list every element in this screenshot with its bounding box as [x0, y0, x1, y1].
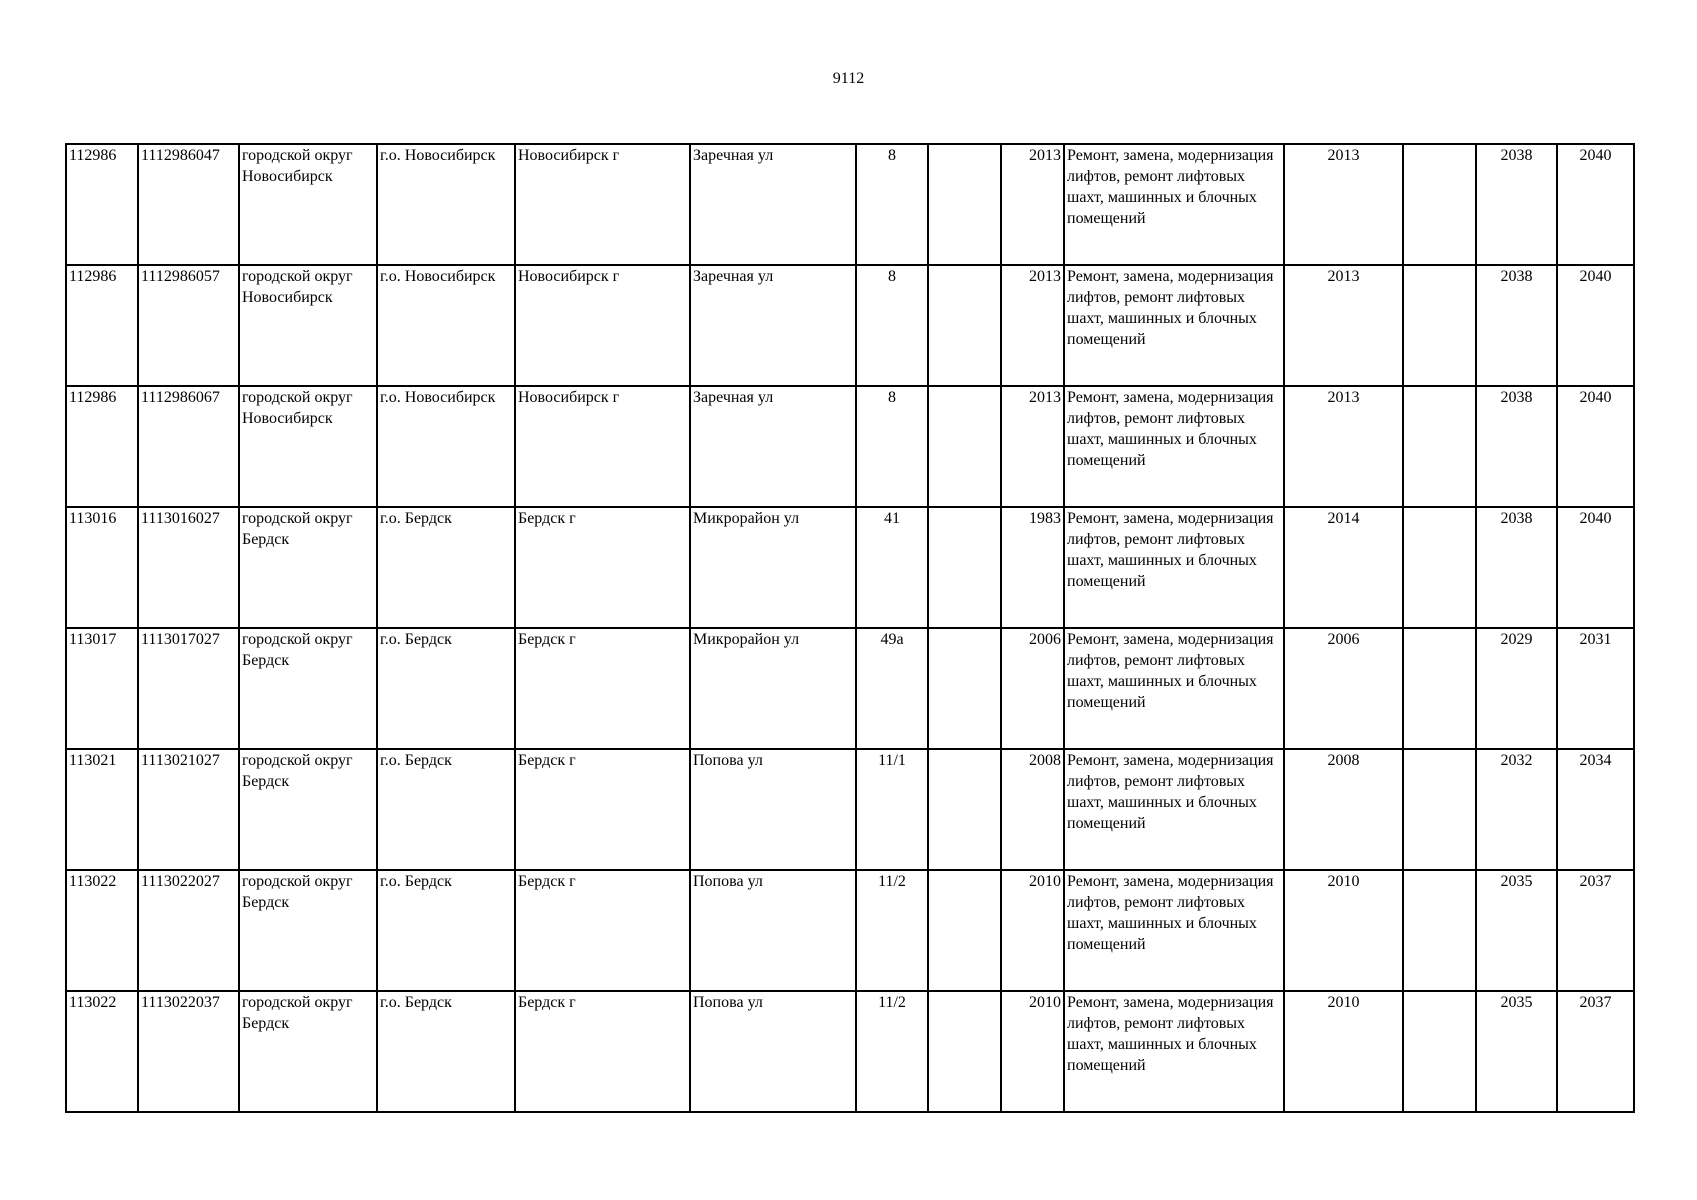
table-row	[66, 749, 1634, 870]
cell-work-type: Ремонт, замена, модернизация лифтов, ремонт лифтовых шахт, машинных и блочных помещений	[1064, 144, 1284, 265]
cell-empty-2	[1403, 749, 1476, 870]
cell-municipality: городской округ Бердск	[239, 991, 377, 1112]
cell-house: 41	[856, 507, 928, 628]
cell-house: 11/2	[856, 991, 928, 1112]
cell-district: г.о. Бердск	[377, 991, 515, 1112]
cell-year-to: 2034	[1557, 749, 1634, 870]
cell-year-from: 2035	[1476, 991, 1557, 1112]
cell-year-to: 2037	[1557, 870, 1634, 991]
cell-settlement: Бердск г	[515, 628, 690, 749]
cell-work-type: Ремонт, замена, модернизация лифтов, ремонт лифтовых шахт, машинных и блочных помещений	[1064, 749, 1284, 870]
cell-settlement: Новосибирск г	[515, 144, 690, 265]
cell-year-last: 2013	[1284, 144, 1403, 265]
cell-work-type: Ремонт, замена, модернизация лифтов, ремонт лифтовых шахт, машинных и блочных помещений	[1064, 507, 1284, 628]
cell-settlement: Новосибирск г	[515, 386, 690, 507]
cell-year-built: 2013	[1001, 386, 1064, 507]
cell-settlement: Новосибирск г	[515, 265, 690, 386]
cell-house: 11/2	[856, 870, 928, 991]
cell-municipality: городской округ Новосибирск	[239, 386, 377, 507]
cell-code: 1112986057	[138, 265, 239, 386]
cell-id: 113016	[66, 507, 138, 628]
cell-year-to: 2040	[1557, 386, 1634, 507]
cell-municipality: городской округ Новосибирск	[239, 144, 377, 265]
page-number: 9112	[832, 70, 865, 87]
cell-district: г.о. Бердск	[377, 628, 515, 749]
cell-year-to: 2040	[1557, 507, 1634, 628]
cell-id: 113022	[66, 991, 138, 1112]
cell-year-built: 2010	[1001, 991, 1064, 1112]
cell-code: 1113022037	[138, 991, 239, 1112]
cell-work-type: Ремонт, замена, модернизация лифтов, ремонт лифтовых шахт, машинных и блочных помещений	[1064, 265, 1284, 386]
cell-year-last: 2010	[1284, 991, 1403, 1112]
cell-empty-1	[928, 144, 1001, 265]
cell-year-built: 2006	[1001, 628, 1064, 749]
cell-year-from: 2032	[1476, 749, 1557, 870]
cell-municipality: городской округ Бердск	[239, 628, 377, 749]
cell-id: 113022	[66, 870, 138, 991]
cell-work-type: Ремонт, замена, модернизация лифтов, ремонт лифтовых шахт, машинных и блочных помещений	[1064, 870, 1284, 991]
cell-municipality: городской округ Новосибирск	[239, 265, 377, 386]
cell-street: Заречная ул	[690, 144, 856, 265]
table-body	[66, 144, 1634, 1112]
cell-year-built: 2010	[1001, 870, 1064, 991]
cell-year-built: 1983	[1001, 507, 1064, 628]
cell-empty-1	[928, 628, 1001, 749]
cell-year-to: 2031	[1557, 628, 1634, 749]
cell-house: 8	[856, 265, 928, 386]
register-table	[65, 143, 1635, 1113]
cell-empty-2	[1403, 386, 1476, 507]
cell-year-from: 2038	[1476, 144, 1557, 265]
cell-year-last: 2013	[1284, 386, 1403, 507]
cell-municipality: городской округ Бердск	[239, 749, 377, 870]
cell-id: 113017	[66, 628, 138, 749]
cell-settlement: Бердск г	[515, 507, 690, 628]
cell-district: г.о. Новосибирск	[377, 386, 515, 507]
cell-code: 1113022027	[138, 870, 239, 991]
cell-year-last: 2014	[1284, 507, 1403, 628]
cell-house: 8	[856, 386, 928, 507]
cell-year-last: 2006	[1284, 628, 1403, 749]
cell-house: 49а	[856, 628, 928, 749]
cell-work-type: Ремонт, замена, модернизация лифтов, ремонт лифтовых шахт, машинных и блочных помещений	[1064, 386, 1284, 507]
cell-year-last: 2013	[1284, 265, 1403, 386]
cell-year-to: 2040	[1557, 265, 1634, 386]
table-row	[66, 265, 1634, 386]
cell-municipality: городской округ Бердск	[239, 507, 377, 628]
cell-empty-1	[928, 991, 1001, 1112]
table-row	[66, 991, 1634, 1112]
cell-work-type: Ремонт, замена, модернизация лифтов, ремонт лифтовых шахт, машинных и блочных помещений	[1064, 991, 1284, 1112]
cell-district: г.о. Бердск	[377, 870, 515, 991]
cell-street: Заречная ул	[690, 265, 856, 386]
cell-district: г.о. Бердск	[377, 507, 515, 628]
cell-street: Попова ул	[690, 749, 856, 870]
cell-street: Попова ул	[690, 991, 856, 1112]
cell-empty-2	[1403, 870, 1476, 991]
cell-district: г.о. Бердск	[377, 749, 515, 870]
cell-municipality: городской округ Бердск	[239, 870, 377, 991]
cell-id: 113021	[66, 749, 138, 870]
cell-id: 112986	[66, 265, 138, 386]
cell-empty-1	[928, 507, 1001, 628]
cell-year-from: 2038	[1476, 265, 1557, 386]
cell-year-built: 2013	[1001, 265, 1064, 386]
cell-year-built: 2013	[1001, 144, 1064, 265]
cell-empty-1	[928, 870, 1001, 991]
table-row	[66, 386, 1634, 507]
cell-code: 1113016027	[138, 507, 239, 628]
cell-empty-2	[1403, 991, 1476, 1112]
cell-street: Попова ул	[690, 870, 856, 991]
cell-street: Микрорайон ул	[690, 507, 856, 628]
table-row	[66, 144, 1634, 265]
cell-house: 11/1	[856, 749, 928, 870]
cell-year-last: 2010	[1284, 870, 1403, 991]
cell-year-last: 2008	[1284, 749, 1403, 870]
cell-house: 8	[856, 144, 928, 265]
cell-year-from: 2029	[1476, 628, 1557, 749]
cell-id: 112986	[66, 386, 138, 507]
cell-year-from: 2038	[1476, 386, 1557, 507]
cell-street: Заречная ул	[690, 386, 856, 507]
cell-work-type: Ремонт, замена, модернизация лифтов, ремонт лифтовых шахт, машинных и блочных помещений	[1064, 628, 1284, 749]
cell-year-from: 2035	[1476, 870, 1557, 991]
cell-code: 1113017027	[138, 628, 239, 749]
cell-year-from: 2038	[1476, 507, 1557, 628]
cell-empty-2	[1403, 628, 1476, 749]
cell-district: г.о. Новосибирск	[377, 144, 515, 265]
cell-empty-2	[1403, 265, 1476, 386]
table-row	[66, 507, 1634, 628]
cell-year-built: 2008	[1001, 749, 1064, 870]
cell-code: 1112986047	[138, 144, 239, 265]
cell-code: 1112986067	[138, 386, 239, 507]
table-row	[66, 628, 1634, 749]
cell-empty-1	[928, 386, 1001, 507]
cell-street: Микрорайон ул	[690, 628, 856, 749]
cell-settlement: Бердск г	[515, 749, 690, 870]
cell-year-to: 2040	[1557, 144, 1634, 265]
cell-district: г.о. Новосибирск	[377, 265, 515, 386]
cell-empty-2	[1403, 507, 1476, 628]
cell-settlement: Бердск г	[515, 991, 690, 1112]
table-row	[66, 870, 1634, 991]
cell-empty-1	[928, 749, 1001, 870]
cell-id: 112986	[66, 144, 138, 265]
cell-empty-1	[928, 265, 1001, 386]
cell-settlement: Бердск г	[515, 870, 690, 991]
cell-code: 1113021027	[138, 749, 239, 870]
cell-year-to: 2037	[1557, 991, 1634, 1112]
cell-empty-2	[1403, 144, 1476, 265]
